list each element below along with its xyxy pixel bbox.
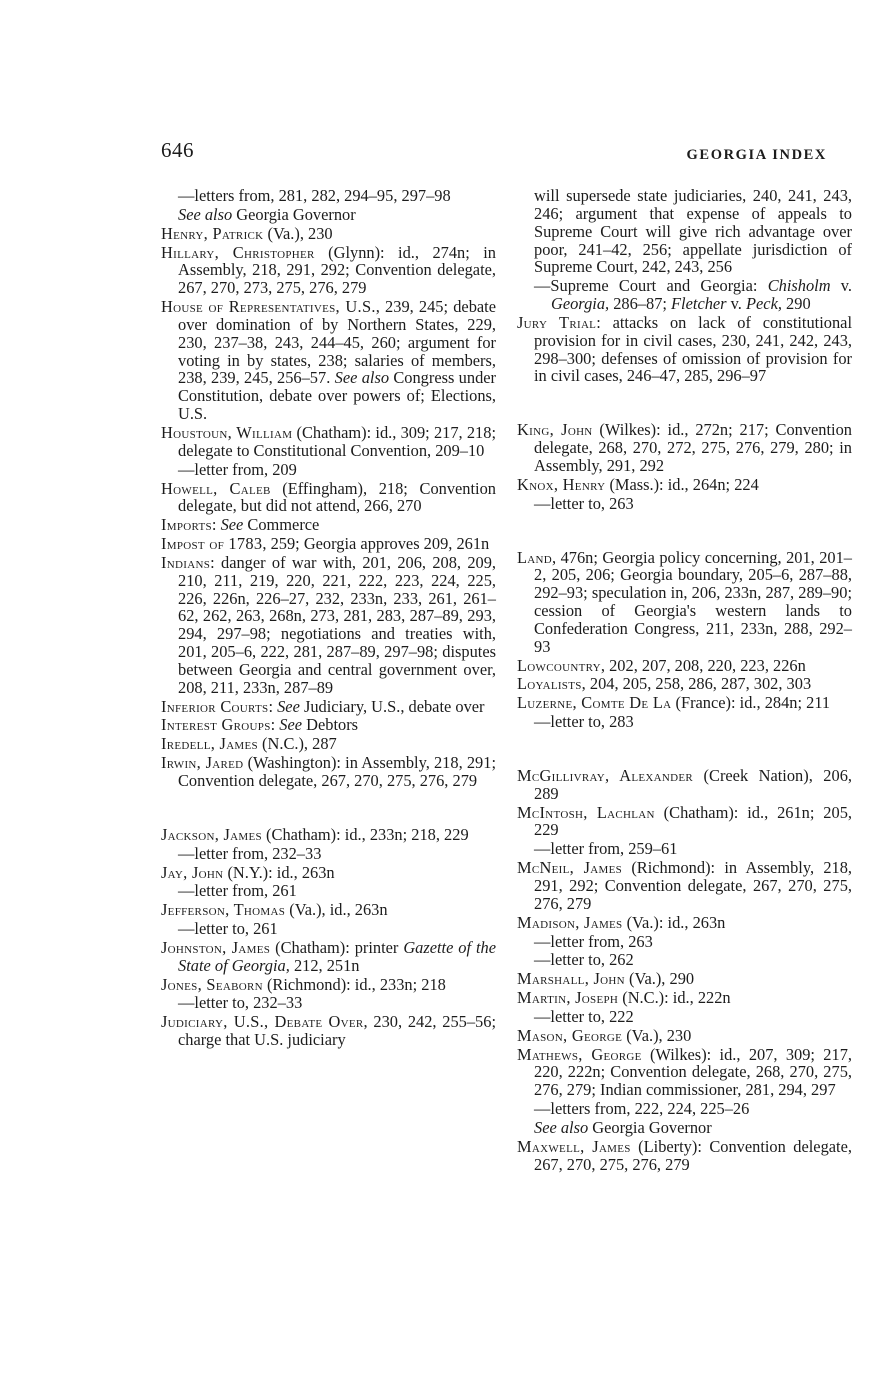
- index-text: —letter from, 209: [178, 459, 297, 479]
- index-heading: Lowcountry: [517, 655, 601, 675]
- running-head: GEORGIA INDEX: [686, 147, 827, 163]
- index-entry: [161, 939, 496, 975]
- index-heading: Indians: [161, 552, 211, 572]
- index-entry: [161, 716, 496, 734]
- index-heading: Land: [517, 547, 553, 567]
- index-text: Georgia Governor: [588, 1117, 712, 1137]
- index-italic-text: Fletcher: [671, 294, 727, 314]
- index-subentry: [517, 1100, 852, 1118]
- index-heading: Loyalists: [517, 674, 582, 694]
- index-heading: McIntosh, Lachlan: [517, 802, 655, 822]
- index-heading: Interest Groups: [161, 715, 271, 735]
- index-text: —letter from, 263: [534, 931, 653, 951]
- index-entry: [517, 187, 852, 276]
- index-entry: [517, 421, 852, 475]
- index-entry: [161, 698, 496, 716]
- index-text: —letter to, 232–33: [178, 993, 303, 1013]
- index-entry: [517, 657, 852, 675]
- index-heading: Impost of 1783: [161, 534, 263, 554]
- index-heading: Johnston, James: [161, 937, 271, 957]
- index-subentry: [517, 951, 852, 969]
- index-heading: Henry, Patrick: [161, 223, 264, 243]
- index-entry: [517, 970, 852, 988]
- index-text: (Washington): in Assembly, 218, 291; Convention delegate, 267, 270, 275, 276, 279: [178, 753, 497, 790]
- index-heading: McNeil, James: [517, 858, 623, 878]
- index-text: (N.C.): id., 222n: [618, 988, 731, 1008]
- index-subentry: [161, 187, 496, 205]
- index-text: —letter to, 222: [534, 1006, 634, 1026]
- index-subentry: [161, 206, 496, 224]
- index-subentry: [161, 882, 496, 900]
- index-text: , 239, 245; debate over domination of by Northern States, 229, 230, 237–38, 243, 244–45, 260; argument for voting in by states, 238; salaries of members, 238, 239, 245, 256–57.: [178, 297, 497, 388]
- index-entry: [161, 225, 496, 243]
- index-column-right: [517, 187, 852, 1175]
- letter-gap: [517, 386, 852, 421]
- index-text: Congress under Constitution, debate over powers of; Elections, U.S.: [178, 368, 497, 424]
- index-subentry: [517, 933, 852, 951]
- index-text: Commerce: [243, 515, 320, 535]
- index-text: (Va.), id., 263n: [285, 900, 388, 920]
- index-subentry: [517, 495, 852, 513]
- index-text: , 202, 207, 208, 220, 223, 226n: [600, 655, 806, 675]
- page-number: 646: [161, 138, 194, 162]
- index-entry: [161, 976, 496, 994]
- index-text: (Mass.): id., 264n; 224: [605, 474, 759, 494]
- index-subentry: [161, 994, 496, 1012]
- index-entry: [517, 694, 852, 712]
- index-heading: Jones, Seaborn: [161, 974, 263, 994]
- index-entry: [517, 476, 852, 494]
- index-text: (Glynn): id., 274n; in Assembly, 218, 291, 292; Convention delegate, 267, 270, 273, 275, 276, 279: [178, 242, 496, 298]
- index-heading: Mason, George: [517, 1025, 623, 1045]
- index-text: v.: [830, 276, 853, 296]
- index-entry: [517, 767, 852, 803]
- index-subentry: [517, 713, 852, 731]
- index-subentry: [517, 840, 852, 858]
- index-heading: Knox, Henry: [517, 474, 606, 494]
- index-heading: Martin, Joseph: [517, 988, 619, 1008]
- index-text: :: [268, 696, 278, 716]
- index-text: (Creek Nation), 206, 289: [534, 765, 852, 803]
- index-entry: [161, 864, 496, 882]
- index-entry: [517, 675, 852, 693]
- index-text: (Chatham): id., 261n; 205, 229: [534, 802, 852, 840]
- index-heading: Imports: [161, 515, 212, 535]
- index-text: (N.C.), 287: [257, 734, 337, 754]
- index-subentry: [517, 277, 852, 313]
- letter-gap: [161, 791, 496, 826]
- index-heading: McGillivray, Alexander: [517, 765, 694, 785]
- index-italic-text: See also: [534, 1117, 589, 1137]
- index-subentry: [517, 1119, 852, 1137]
- index-text: (Richmond): in Assembly, 218, 291, 292; Convention delegate, 267, 270, 275, 276, 279: [534, 858, 853, 913]
- index-entry: [161, 424, 496, 460]
- index-entry: [161, 901, 496, 919]
- index-entry: [517, 989, 852, 1007]
- index-entry: [161, 1013, 496, 1049]
- index-text: , 259; Georgia approves 209, 261n: [262, 534, 490, 554]
- index-italic-text: Chisholm: [767, 276, 831, 296]
- index-text: 286–87;: [609, 294, 672, 314]
- index-heading: Jefferson, Thomas: [161, 900, 286, 920]
- index-heading: Inferior Courts: [161, 696, 269, 716]
- index-italic-text: Georgia,: [551, 294, 610, 314]
- index-heading: Jackson, James: [161, 824, 262, 844]
- index-entry: [161, 298, 496, 423]
- index-text: Judiciary, U.S., debate over: [299, 696, 485, 716]
- index-text: :: [211, 515, 221, 535]
- index-italic-text: See also: [178, 204, 233, 224]
- index-text: (N.Y.): id., 263n: [223, 862, 335, 882]
- index-text: (Wilkes): id., 207, 309; 217, 220, 222n; Convention delegate, 268, 270, 275, 276, 279; Indian commissioner, 281, 294, 297: [534, 1044, 852, 1100]
- index-text: v.: [726, 294, 747, 314]
- index-column-left: [161, 187, 496, 1050]
- index-text: (Chatham): id., 309; 217, 218; delegate to Constitutional Convention, 209–10: [178, 422, 497, 460]
- index-text: (Va.), 230: [622, 1025, 692, 1045]
- index-text: : attacks on lack of constitutional provision for in civil cases, 230, 241, 242, 243, 298–300; defenses of omission of provision for in civil cases, 246–47, 285, 296–97: [534, 312, 852, 386]
- index-entry: [161, 754, 496, 790]
- index-text: will supersede state judiciaries, 240, 241, 243, 246; argument that expense of appeals to Supreme Court will give rich advantage over poor, 241–42, 256; appellate jurisdiction of Supreme Court, 242, 243, 256: [534, 186, 852, 277]
- index-text: —Supreme Court and Georgia:: [534, 276, 768, 296]
- index-heading: Luzerne, Comte De La: [517, 693, 672, 713]
- index-heading: King, John: [517, 420, 593, 440]
- index-subentry: [161, 845, 496, 863]
- index-heading: Judiciary, U.S., Debate Over: [161, 1012, 364, 1032]
- index-italic-text: See: [279, 715, 303, 735]
- index-italic-text: Peck,: [746, 294, 782, 314]
- index-heading: Maxwell, James: [517, 1136, 631, 1156]
- index-text: (Va.), 230: [263, 223, 333, 243]
- index-text: , 230, 242, 255–56; charge that U.S. judiciary: [178, 1012, 496, 1050]
- index-text: 212, 251n: [289, 955, 360, 975]
- index-text: Debtors: [302, 715, 359, 735]
- index-entry: [161, 554, 496, 697]
- index-heading: House of Representatives, U.S.: [161, 297, 376, 317]
- index-subentry: [517, 1008, 852, 1026]
- index-subentry: [161, 920, 496, 938]
- index-heading: Irwin, Jared: [161, 753, 244, 773]
- index-text: (Liberty): Convention delegate, 267, 270, 275, 276, 279: [534, 1136, 852, 1174]
- index-text: , 476n; Georgia policy concerning, 201, 201–2, 205, 206; Georgia boundary, 205–6, 287–88, 292–93; speculation in, 206, 233n, 287, 289–90; cession of Georgia's western lands to Confederation Congress, 211, 233n, 288, 292–93: [534, 547, 852, 656]
- index-entry: [161, 480, 496, 516]
- letter-gap: [517, 514, 852, 549]
- index-text: : danger of war with, 201, 206, 208, 209, 210, 211, 219, 220, 221, 222, 223, 224, 225, 226, 226n, 226–27, 232, 233n, 233, 261, 261–62, 262, 263, 268n, 273, 281, 283, 287–89, 293, 294, 297–98; negotiations and treaties with, 201, 205–6, 222, 281, 287–89, 297–98; disputes between Georgia and central government over, 208, 211, 233n, 287–89: [178, 552, 496, 697]
- index-entry: [517, 1138, 852, 1174]
- index-heading: Houstoun, William: [161, 422, 293, 442]
- index-heading: Jury Trial: [517, 312, 597, 332]
- index-heading: Howell, Caleb: [161, 478, 271, 498]
- index-entry: [161, 826, 496, 844]
- index-heading: Marshall, John: [517, 969, 625, 989]
- index-text: (Wilkes): id., 272n; 217; Convention delegate, 268, 270, 272, 275, 276, 279, 280; in Assembly, 291, 292: [534, 420, 852, 475]
- index-entry: [517, 314, 852, 385]
- index-entry: [517, 549, 852, 656]
- index-text: (Chatham): printer: [270, 937, 404, 957]
- index-text: (France): id., 284n; 211: [671, 693, 831, 713]
- index-text: :: [270, 715, 280, 735]
- index-text: —letter from, 261: [178, 881, 297, 901]
- index-heading: Mathews, George: [517, 1044, 642, 1064]
- index-heading: Iredell, James: [161, 734, 258, 754]
- index-text: —letter from, 232–33: [178, 843, 322, 863]
- index-text: 290: [781, 294, 811, 314]
- index-entry: [517, 804, 852, 840]
- index-text: —letters from, 222, 224, 225–26: [534, 1099, 750, 1119]
- index-entry: [517, 1027, 852, 1045]
- index-text: (Va.): id., 263n: [622, 912, 726, 932]
- index-entry: [517, 859, 852, 913]
- index-subentry: [161, 461, 496, 479]
- index-italic-text: See: [277, 696, 300, 716]
- index-entry: [517, 914, 852, 932]
- index-heading: Hillary, Christopher: [161, 242, 315, 262]
- index-entry: [161, 535, 496, 553]
- index-text: —letter to, 261: [178, 919, 278, 939]
- index-text: —letter to, 283: [534, 712, 634, 732]
- index-italic-text: See: [220, 515, 244, 535]
- index-text: —letters from, 281, 282, 294–95, 297–98: [178, 186, 451, 205]
- index-entry: [517, 1046, 852, 1100]
- index-text: (Chatham): id., 233n; 218, 229: [261, 824, 469, 844]
- index-entry: [161, 244, 496, 298]
- index-text: (Effingham), 218; Convention delegate, but did not attend, 266, 270: [178, 478, 496, 516]
- index-text: —letter from, 259–61: [534, 839, 678, 859]
- letter-gap: [517, 732, 852, 767]
- index-text: —letter to, 262: [534, 950, 634, 970]
- index-text: (Va.), 290: [624, 969, 695, 989]
- index-entry: [161, 516, 496, 534]
- index-italic-text: See also: [334, 368, 390, 388]
- index-text: Georgia Governor: [232, 204, 356, 224]
- index-text: , 204, 205, 258, 286, 287, 302, 303: [581, 674, 812, 694]
- index-text: (Richmond): id., 233n; 218: [262, 974, 446, 994]
- index-heading: Madison, James: [517, 912, 623, 932]
- index-heading: Jay, John: [161, 862, 224, 882]
- index-italic-text: Gazette of the State of Georgia,: [178, 937, 496, 975]
- index-text: —letter to, 263: [534, 493, 634, 513]
- index-entry: [161, 735, 496, 753]
